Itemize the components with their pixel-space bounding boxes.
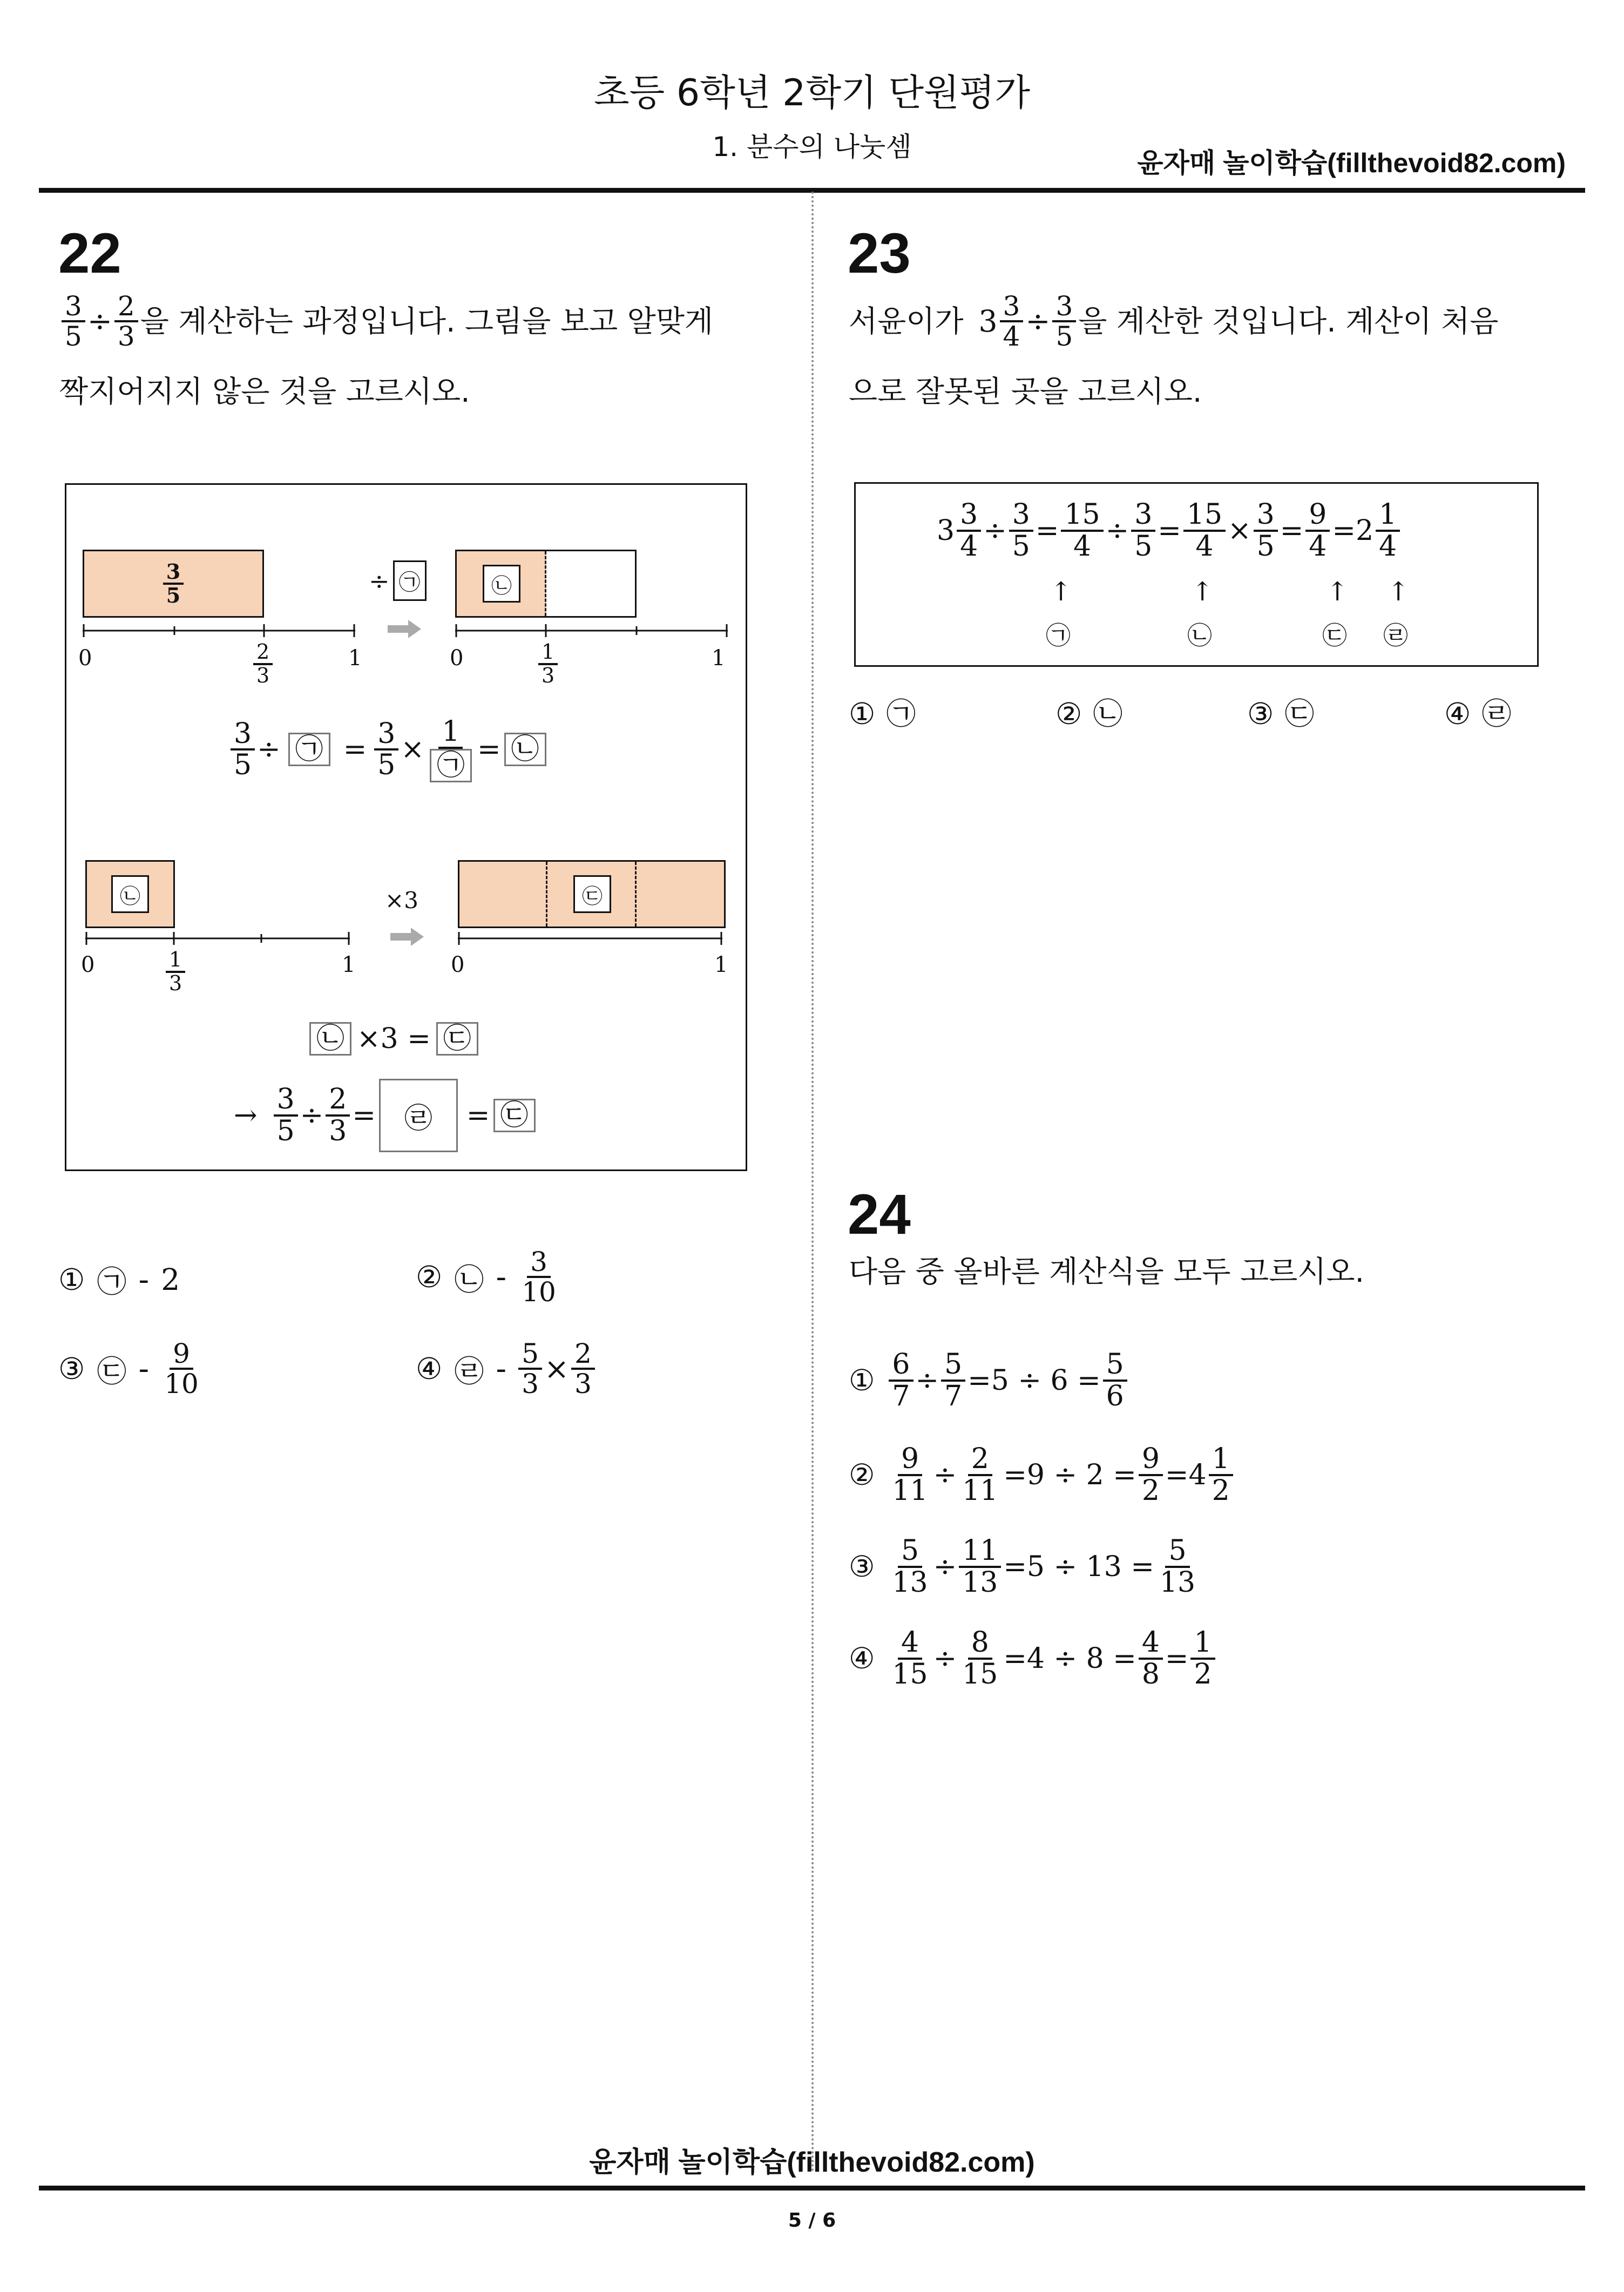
q22-option-4[interactable]: ④ ㉣ - $\frac{5}{3}$ × $\frac{2}{3}$: [416, 1334, 597, 1404]
q23-figure: [854, 482, 1539, 667]
arrow-2-head: [411, 928, 424, 946]
q23-option-4[interactable]: ④ ㉣: [1444, 697, 1512, 731]
nl2-one: 1: [712, 646, 726, 671]
q22-equation-1: $\frac{3}{5}$ ÷ ㉠ = $\frac{3}{5}$ × $\frac{1}{㉠}$ = ㉡: [228, 717, 546, 782]
question-22-number: 22: [58, 222, 121, 285]
q23-arrow-d: ↑: [1327, 577, 1349, 607]
q23-label-n: ㉡: [1187, 621, 1212, 650]
q23-label-g: ㉠: [1046, 621, 1071, 650]
nl4-zero: 0: [451, 952, 465, 977]
div-sign: ÷: [87, 304, 112, 339]
page-title: 초등 6학년 2학기 단원평가: [593, 72, 1031, 114]
arrow-1-head: [408, 620, 421, 638]
nl2-one-third: $\frac{1}{3}$: [538, 641, 558, 687]
arrow-2-shaft: [390, 933, 412, 941]
q22-frac-b: $\frac{2}{3}$: [114, 292, 138, 351]
nl3-zero: 0: [81, 952, 95, 977]
q22-option-3[interactable]: ③ ㉢ - $\frac{9}{10}$: [58, 1337, 199, 1399]
q23-arrow-r: ↑: [1388, 577, 1410, 607]
nl3-one: 1: [342, 952, 356, 977]
header-brand: 윤자매 놀이학습(fillthevoid82.com): [1137, 148, 1566, 178]
nl1-two-thirds: $\frac{2}{3}$: [253, 641, 273, 687]
bar-one-third: ㉡: [455, 550, 637, 618]
q24-option-2[interactable]: ② $\frac{9}{11}$ ÷ $\frac{2}{11}$ =9 ÷ 2 = $\frac{9}{2}$ =4 $\frac{1}{2}$: [849, 1444, 1235, 1505]
bar-three-fifths: $\frac{3}{5}$: [83, 550, 264, 618]
number-line-2: [455, 620, 736, 652]
q23-line2: 으로 잘못된 곳을 고르시오.: [849, 374, 1202, 409]
number-line-1: [83, 620, 417, 690]
bar-full-d: ㉢: [458, 860, 726, 928]
times-three-label: ×3: [385, 887, 418, 914]
q22-line1: 을 계산하는 과정입니다. 그림을 보고 알맞게: [140, 304, 713, 339]
q22-frac-a: $\frac{3}{5}$: [62, 292, 85, 351]
q22-option-1[interactable]: ① ㉠ - 2: [58, 1262, 180, 1299]
nl1-zero: 0: [78, 646, 92, 671]
q22-figure: [65, 483, 747, 1171]
nl1-one: 1: [348, 646, 362, 671]
q23-label-r: ㉣: [1383, 621, 1408, 650]
footer-rule: [39, 2186, 1585, 2190]
q22-equation-3: → $\frac{3}{5}$ ÷ $\frac{2}{3}$ = ㉣ = ㉢: [234, 1079, 536, 1152]
divide-by-g: ÷ ㉠: [369, 560, 427, 601]
question-24-text: 다음 중 올바른 계산식을 모두 고르시오.: [849, 1254, 1364, 1289]
q24-option-3[interactable]: ③ $\frac{5}{13}$ ÷ $\frac{11}{13}$ =5 ÷ 13 = $\frac{5}{13}$: [849, 1534, 1196, 1599]
q23-equation: 3 $\frac{3}{4}$ ÷ $\frac{3}{5}$ = $\frac{15}{4}$ ÷ $\frac{3}{5}$ = $\frac{15}{4}$ × $\frac{3}{5}$ = $\frac{9}{4}$ = 2 $\frac{1}{4}$: [937, 500, 1402, 561]
q22-option-2[interactable]: ② ㉡ - $\frac{3}{10}$: [416, 1246, 556, 1308]
page-number: 5 / 6: [788, 2209, 836, 2232]
number-line-4: [458, 928, 739, 960]
nl2-zero: 0: [450, 646, 464, 671]
q23-option-3[interactable]: ③ ㉢: [1247, 697, 1315, 731]
q23-option-2[interactable]: ② ㉡: [1055, 697, 1123, 731]
q23-option-1[interactable]: ① ㉠: [849, 697, 916, 731]
q22-line2: 짝지어지지 않은 것을 고르시오.: [59, 374, 470, 409]
unit-title: 1. 분수의 나눗셈: [712, 131, 912, 163]
q22-equation-2: ㉡ ×3 = ㉢: [309, 1022, 478, 1056]
q23-arrow-n: ↑: [1192, 577, 1214, 607]
nl4-one: 1: [714, 952, 728, 977]
question-24-number: 24: [848, 1183, 911, 1246]
bar-n-part: ㉡: [85, 860, 175, 928]
q24-option-1[interactable]: ① $\frac{6}{7}$ ÷ $\frac{5}{7}$ =5 ÷ 6 = $\frac{5}{6}$: [849, 1350, 1129, 1411]
nl3-one-third: $\frac{1}{3}$: [166, 949, 185, 995]
question-23-text: 서윤이가 3 $\frac{3}{4}$ ÷ $\frac{3}{5}$ 을 계산한 것입니다. 계산이 처음 으로 잘못된 곳을 고르시오.: [849, 286, 1567, 427]
question-23-number: 23: [848, 222, 911, 285]
q23-label-d: ㉢: [1322, 621, 1347, 650]
number-line-3: [85, 928, 366, 960]
question-22-text: [59, 286, 777, 427]
q24-option-4[interactable]: ④ $\frac{4}{15}$ ÷ $\frac{8}{15}$ =4 ÷ 8 = $\frac{4}{8}$ = $\frac{1}{2}$: [849, 1628, 1217, 1689]
q23-arrow-g: ↑: [1050, 577, 1072, 607]
arrow-1-shaft: [388, 625, 409, 633]
column-divider: [811, 192, 814, 2173]
footer-brand: 윤자매 놀이학습(fillthevoid82.com): [589, 2147, 1035, 2178]
